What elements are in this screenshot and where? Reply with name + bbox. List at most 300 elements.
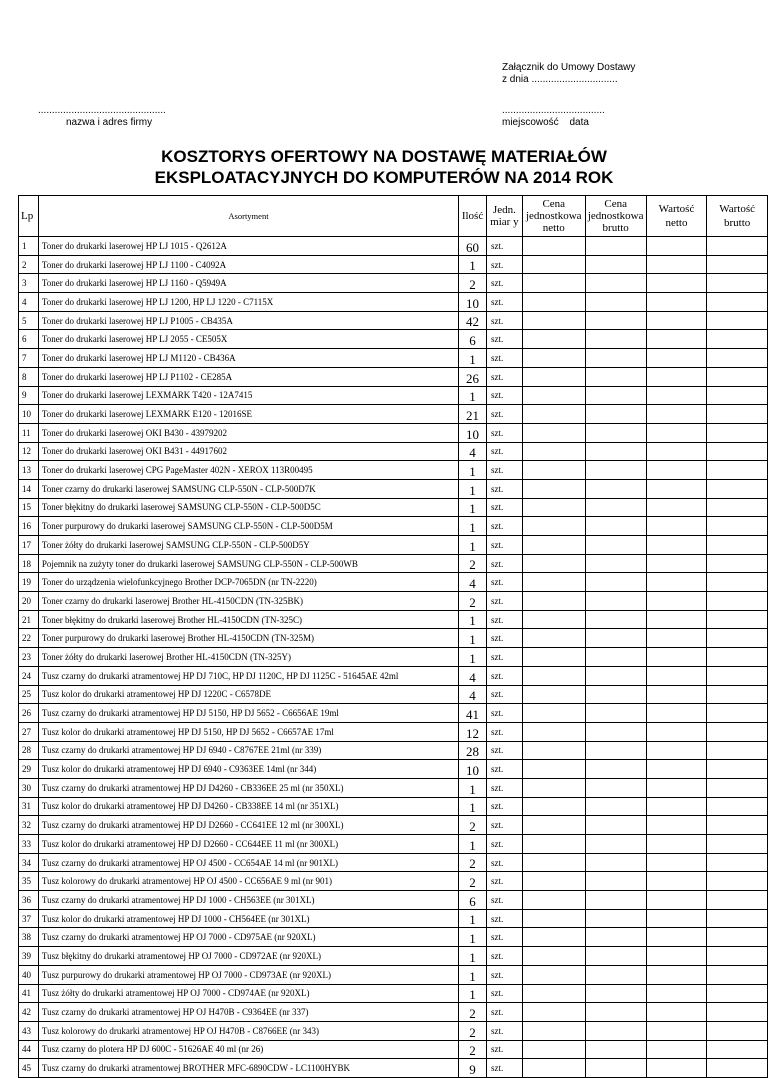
cell-price-gross (585, 1040, 646, 1059)
cell-unit: szt. (486, 367, 522, 386)
cell-qty: 2 (459, 1003, 487, 1022)
header-name: Asortyment (38, 196, 458, 237)
cell-lp: 12 (19, 442, 39, 461)
title-line-1: KOSZTORYS OFERTOWY NA DOSTAWĘ MATERIAŁÓW (161, 147, 607, 166)
cell-unit: szt. (486, 666, 522, 685)
table-row (19, 293, 768, 312)
cell-value-net (646, 274, 707, 293)
cell-value-net (646, 853, 707, 872)
table-row (19, 479, 768, 498)
table-row (19, 442, 768, 461)
cell-name: Tusz kolorowy do drukarki atramentowej HP OJ 4500 - CC656AE 9 ml (nr 901) (38, 872, 458, 891)
cell-value-gross (707, 237, 768, 256)
cell-value-gross (707, 1003, 768, 1022)
cell-qty: 10 (459, 423, 487, 442)
cell-unit: szt. (486, 648, 522, 667)
cell-qty: 1 (459, 610, 487, 629)
table-row (19, 741, 768, 760)
cell-unit: szt. (486, 349, 522, 368)
cell-value-net (646, 517, 707, 536)
cell-price-net (522, 760, 585, 779)
cell-lp: 9 (19, 386, 39, 405)
cell-lp: 6 (19, 330, 39, 349)
cell-unit: szt. (486, 891, 522, 910)
cell-value-gross (707, 853, 768, 872)
cell-lp: 11 (19, 423, 39, 442)
cell-price-net (522, 1003, 585, 1022)
cell-value-net (646, 592, 707, 611)
cell-unit: szt. (486, 554, 522, 573)
cell-qty: 1 (459, 255, 487, 274)
cell-qty: 2 (459, 1040, 487, 1059)
cell-lp: 33 (19, 835, 39, 854)
cell-name: Tusz czarny do drukarki atramentowej HP DJ 6940 - C8767EE 21ml (nr 339) (38, 741, 458, 760)
cell-price-net (522, 311, 585, 330)
cell-price-gross (585, 386, 646, 405)
cell-lp: 15 (19, 498, 39, 517)
table-row (19, 536, 768, 555)
cell-unit: szt. (486, 853, 522, 872)
cell-value-net (646, 965, 707, 984)
cell-price-gross (585, 461, 646, 480)
cell-name: Tusz czarny do drukarki atramentowej HP DJ 710C, HP DJ 1120C, HP DJ 1125C - 51645AE 42ml (38, 666, 458, 685)
cell-name: Toner żółty do drukarki laserowej SAMSUNG CLP-550N - CLP-500D5Y (38, 536, 458, 555)
cell-unit: szt. (486, 629, 522, 648)
cell-value-net (646, 891, 707, 910)
cell-value-gross (707, 704, 768, 723)
cell-qty: 1 (459, 648, 487, 667)
table-row (19, 648, 768, 667)
cell-unit: szt. (486, 1021, 522, 1040)
cell-lp: 28 (19, 741, 39, 760)
cell-lp: 42 (19, 1003, 39, 1022)
cell-name: Toner błękitny do drukarki laserowej Brother HL-4150CDN (TN-325C) (38, 610, 458, 629)
cell-unit: szt. (486, 722, 522, 741)
cell-unit: szt. (486, 479, 522, 498)
cell-value-net (646, 629, 707, 648)
cell-qty: 4 (459, 442, 487, 461)
table-row (19, 610, 768, 629)
cell-value-gross (707, 816, 768, 835)
cell-value-gross (707, 405, 768, 424)
cell-value-net (646, 648, 707, 667)
cell-name: Toner do drukarki laserowej HP LJ 2055 - CE505X (38, 330, 458, 349)
cell-name: Tusz czarny do drukarki atramentowej HP DJ D4260 - CB336EE 25 ml (nr 350XL) (38, 778, 458, 797)
cell-value-gross (707, 442, 768, 461)
cell-name: Toner czarny do drukarki laserowej SAMSUNG CLP-550N - CLP-500D7K (38, 479, 458, 498)
cell-value-gross (707, 349, 768, 368)
cell-lp: 21 (19, 610, 39, 629)
cell-name: Tusz czarny do drukarki atramentowej HP DJ 5150, HP DJ 5652 - C6656AE 19ml (38, 704, 458, 723)
cell-price-net (522, 330, 585, 349)
cell-value-net (646, 685, 707, 704)
cell-price-net (522, 237, 585, 256)
cell-name: Toner purpurowy do drukarki laserowej SAMSUNG CLP-550N - CLP-500D5M (38, 517, 458, 536)
table-row (19, 461, 768, 480)
cell-value-net (646, 778, 707, 797)
cell-value-gross (707, 573, 768, 592)
cell-qty: 4 (459, 573, 487, 592)
cell-lp: 22 (19, 629, 39, 648)
cell-value-net (646, 816, 707, 835)
cell-value-net (646, 741, 707, 760)
cell-price-gross (585, 610, 646, 629)
cell-qty: 4 (459, 685, 487, 704)
cell-name: Toner żółty do drukarki laserowej Brother HL-4150CDN (TN-325Y) (38, 648, 458, 667)
cell-price-net (522, 797, 585, 816)
cell-unit: szt. (486, 835, 522, 854)
cell-unit: szt. (486, 386, 522, 405)
cell-name: Toner purpurowy do drukarki laserowej Brother HL-4150CDN (TN-325M) (38, 629, 458, 648)
cell-price-gross (585, 891, 646, 910)
cell-price-net (522, 592, 585, 611)
table-row (19, 405, 768, 424)
header-value-net: Wartość netto (646, 196, 707, 237)
cell-qty: 1 (459, 629, 487, 648)
cell-price-net (522, 423, 585, 442)
cell-value-gross (707, 1059, 768, 1078)
cell-unit: szt. (486, 517, 522, 536)
cell-price-gross (585, 405, 646, 424)
table-row (19, 1003, 768, 1022)
table-row (19, 573, 768, 592)
cell-price-gross (585, 330, 646, 349)
cell-unit: szt. (486, 536, 522, 555)
cell-value-net (646, 293, 707, 312)
cell-lp: 7 (19, 349, 39, 368)
cell-qty: 10 (459, 293, 487, 312)
cell-qty: 1 (459, 835, 487, 854)
table-row (19, 816, 768, 835)
cell-unit: szt. (486, 330, 522, 349)
cell-name: Toner do drukarki laserowej OKI B430 - 43979202 (38, 423, 458, 442)
cell-price-net (522, 573, 585, 592)
table-row (19, 947, 768, 966)
cell-lp: 8 (19, 367, 39, 386)
cell-price-net (522, 405, 585, 424)
place-dots: ..................................... (502, 105, 605, 116)
cell-value-gross (707, 423, 768, 442)
cell-value-gross (707, 835, 768, 854)
cell-price-net (522, 909, 585, 928)
cell-name: Pojemnik na zużyty toner do drukarki laserowej SAMSUNG CLP-550N - CLP-500WB (38, 554, 458, 573)
annex-line-1: Załącznik do Umowy Dostawy (502, 62, 636, 73)
cell-price-gross (585, 629, 646, 648)
cell-price-gross (585, 872, 646, 891)
cell-lp: 20 (19, 592, 39, 611)
cell-price-gross (585, 1059, 646, 1078)
cell-value-net (646, 947, 707, 966)
table-row (19, 237, 768, 256)
cell-value-net (646, 797, 707, 816)
cell-price-gross (585, 573, 646, 592)
cell-qty: 1 (459, 386, 487, 405)
cell-price-gross (585, 928, 646, 947)
place-date-label: miejscowość data (502, 117, 589, 128)
cell-unit: szt. (486, 984, 522, 1003)
table-row (19, 367, 768, 386)
cell-lp: 27 (19, 722, 39, 741)
cell-unit: szt. (486, 741, 522, 760)
cell-name: Toner do drukarki laserowej HP LJ 1015 - Q2612A (38, 237, 458, 256)
cell-qty: 1 (459, 479, 487, 498)
cell-price-net (522, 554, 585, 573)
table-row (19, 778, 768, 797)
cell-name: Tusz żółty do drukarki atramentowej HP OJ 7000 - CD974AE (nr 920XL) (38, 984, 458, 1003)
cell-name: Toner do drukarki laserowej OKI B431 - 44917602 (38, 442, 458, 461)
place-date-field (502, 105, 612, 129)
cell-price-gross (585, 274, 646, 293)
cell-price-net (522, 778, 585, 797)
cell-lp: 32 (19, 816, 39, 835)
table-row (19, 629, 768, 648)
cell-value-net (646, 405, 707, 424)
cell-unit: szt. (486, 610, 522, 629)
cell-lp: 38 (19, 928, 39, 947)
cell-value-gross (707, 517, 768, 536)
table-row (19, 423, 768, 442)
cell-unit: szt. (486, 592, 522, 611)
table-row (19, 984, 768, 1003)
cell-value-gross (707, 666, 768, 685)
cell-price-net (522, 498, 585, 517)
cell-value-gross (707, 722, 768, 741)
cell-lp: 13 (19, 461, 39, 480)
table-row (19, 255, 768, 274)
cell-value-net (646, 1003, 707, 1022)
cell-qty: 28 (459, 741, 487, 760)
table-header-row (19, 196, 768, 237)
cell-name: Tusz purpurowy do drukarki atramentowej HP OJ 7000 - CD973AE (nr 920XL) (38, 965, 458, 984)
table-row (19, 274, 768, 293)
cell-lp: 45 (19, 1059, 39, 1078)
cell-qty: 1 (459, 797, 487, 816)
cell-unit: szt. (486, 965, 522, 984)
cell-qty: 1 (459, 984, 487, 1003)
table-row (19, 685, 768, 704)
header-price-net: Cena jednostkowa netto (522, 196, 585, 237)
cell-unit: szt. (486, 797, 522, 816)
cell-name: Tusz czarny do plotera HP DJ 600C - 51626AE 40 ml (nr 26) (38, 1040, 458, 1059)
cell-price-gross (585, 592, 646, 611)
cell-qty: 1 (459, 965, 487, 984)
cell-name: Toner do drukarki laserowej HP LJ 1200, HP LJ 1220 - C7115X (38, 293, 458, 312)
cell-price-gross (585, 853, 646, 872)
cell-price-gross (585, 648, 646, 667)
cell-price-net (522, 872, 585, 891)
cost-estimate-table (18, 195, 768, 1078)
cell-qty: 10 (459, 760, 487, 779)
cell-value-net (646, 536, 707, 555)
cell-price-gross (585, 704, 646, 723)
cell-value-net (646, 498, 707, 517)
cell-lp: 3 (19, 274, 39, 293)
cell-name: Tusz kolorowy do drukarki atramentowej HP OJ H470B - C8766EE (nr 343) (38, 1021, 458, 1040)
cell-lp: 37 (19, 909, 39, 928)
cell-qty: 26 (459, 367, 487, 386)
cell-value-gross (707, 592, 768, 611)
table-row (19, 722, 768, 741)
cell-name: Tusz czarny do drukarki atramentowej HP OJ 4500 - CC654AE 14 ml (nr 901XL) (38, 853, 458, 872)
cell-value-net (646, 704, 707, 723)
annex-note (502, 62, 635, 86)
cell-price-net (522, 293, 585, 312)
cell-value-net (646, 760, 707, 779)
cell-value-gross (707, 909, 768, 928)
cell-unit: szt. (486, 442, 522, 461)
cell-value-gross (707, 461, 768, 480)
cell-value-net (646, 461, 707, 480)
table-row (19, 349, 768, 368)
table-row (19, 1021, 768, 1040)
cell-lp: 4 (19, 293, 39, 312)
annex-line-2: z dnia ............................... (502, 74, 618, 85)
cell-value-net (646, 330, 707, 349)
cell-value-gross (707, 741, 768, 760)
cell-price-gross (585, 666, 646, 685)
table-row (19, 1059, 768, 1078)
cell-lp: 30 (19, 778, 39, 797)
cell-price-net (522, 965, 585, 984)
cell-name: Tusz czarny do drukarki atramentowej HP DJ 1000 - CH563EE (nr 301XL) (38, 891, 458, 910)
cell-value-gross (707, 965, 768, 984)
cell-price-net (522, 835, 585, 854)
table-row (19, 928, 768, 947)
table-row (19, 498, 768, 517)
cell-value-gross (707, 367, 768, 386)
cell-unit: szt. (486, 405, 522, 424)
cell-qty: 6 (459, 891, 487, 910)
cell-value-gross (707, 629, 768, 648)
cell-value-net (646, 367, 707, 386)
cell-price-gross (585, 1021, 646, 1040)
cell-lp: 14 (19, 479, 39, 498)
cell-unit: szt. (486, 685, 522, 704)
cell-unit: szt. (486, 760, 522, 779)
table-row (19, 704, 768, 723)
cell-value-gross (707, 685, 768, 704)
cell-value-gross (707, 554, 768, 573)
cell-name: Tusz czarny do drukarki atramentowej HP DJ D2660 - CC641EE 12 ml (nr 300XL) (38, 816, 458, 835)
cell-name: Toner do drukarki laserowej HP LJ P1005 - CB435A (38, 311, 458, 330)
cell-value-net (646, 1040, 707, 1059)
cell-price-net (522, 1040, 585, 1059)
table-row (19, 311, 768, 330)
cell-price-gross (585, 722, 646, 741)
cell-qty: 1 (459, 498, 487, 517)
cell-value-net (646, 255, 707, 274)
cell-value-gross (707, 891, 768, 910)
cell-price-net (522, 1059, 585, 1078)
cell-lp: 1 (19, 237, 39, 256)
cell-price-net (522, 928, 585, 947)
cell-value-gross (707, 330, 768, 349)
cell-lp: 23 (19, 648, 39, 667)
table-row (19, 891, 768, 910)
cell-value-net (646, 1059, 707, 1078)
cell-qty: 1 (459, 778, 487, 797)
table-row (19, 554, 768, 573)
cell-unit: szt. (486, 1059, 522, 1078)
cell-price-gross (585, 947, 646, 966)
cell-value-gross (707, 610, 768, 629)
cell-price-gross (585, 797, 646, 816)
cell-qty: 21 (459, 405, 487, 424)
cell-name: Tusz kolor do drukarki atramentowej HP DJ D2660 - CC644EE 11 ml (nr 300XL) (38, 835, 458, 854)
header-lp: Lp (19, 196, 39, 237)
cell-unit: szt. (486, 816, 522, 835)
cell-price-gross (585, 778, 646, 797)
cell-qty: 9 (459, 1059, 487, 1078)
cell-price-gross (585, 741, 646, 760)
company-dots: .............................................. (38, 105, 166, 116)
cell-price-gross (585, 554, 646, 573)
cell-value-gross (707, 984, 768, 1003)
cell-price-gross (585, 479, 646, 498)
cell-lp: 36 (19, 891, 39, 910)
header-value-gross: Wartość brutto (707, 196, 768, 237)
cell-value-gross (707, 778, 768, 797)
cell-value-gross (707, 255, 768, 274)
table-row (19, 592, 768, 611)
cell-unit: szt. (486, 1040, 522, 1059)
cell-qty: 41 (459, 704, 487, 723)
cell-unit: szt. (486, 255, 522, 274)
cell-price-gross (585, 965, 646, 984)
cell-value-net (646, 442, 707, 461)
cell-qty: 1 (459, 349, 487, 368)
cell-qty: 1 (459, 909, 487, 928)
cell-qty: 1 (459, 947, 487, 966)
company-label: nazwa i adres firmy (66, 117, 153, 128)
cell-value-net (646, 928, 707, 947)
cell-price-gross (585, 255, 646, 274)
cell-unit: szt. (486, 909, 522, 928)
cell-unit: szt. (486, 274, 522, 293)
cell-unit: szt. (486, 498, 522, 517)
header-price-gross: Cena jednostkowa brutto (585, 196, 646, 237)
cell-unit: szt. (486, 311, 522, 330)
table-body (19, 237, 768, 1078)
cell-qty: 2 (459, 274, 487, 293)
cell-lp: 40 (19, 965, 39, 984)
cell-lp: 5 (19, 311, 39, 330)
table-row (19, 965, 768, 984)
cell-unit: szt. (486, 872, 522, 891)
cell-name: Tusz kolor do drukarki atramentowej HP DJ D4260 - CB338EE 14 ml (nr 351XL) (38, 797, 458, 816)
cell-value-net (646, 479, 707, 498)
cell-price-gross (585, 835, 646, 854)
cell-price-gross (585, 498, 646, 517)
cell-price-net (522, 367, 585, 386)
cell-value-net (646, 909, 707, 928)
cell-lp: 17 (19, 536, 39, 555)
cell-value-gross (707, 1040, 768, 1059)
cell-price-net (522, 984, 585, 1003)
cell-price-net (522, 853, 585, 872)
cell-name: Toner czarny do drukarki laserowej Brother HL-4150CDN (TN-325BK) (38, 592, 458, 611)
cell-value-net (646, 722, 707, 741)
cell-unit: szt. (486, 293, 522, 312)
cell-lp: 43 (19, 1021, 39, 1040)
cell-value-net (646, 610, 707, 629)
table-row (19, 835, 768, 854)
cell-value-gross (707, 947, 768, 966)
cell-lp: 26 (19, 704, 39, 723)
cell-value-net (646, 666, 707, 685)
cell-value-gross (707, 498, 768, 517)
cell-price-gross (585, 311, 646, 330)
